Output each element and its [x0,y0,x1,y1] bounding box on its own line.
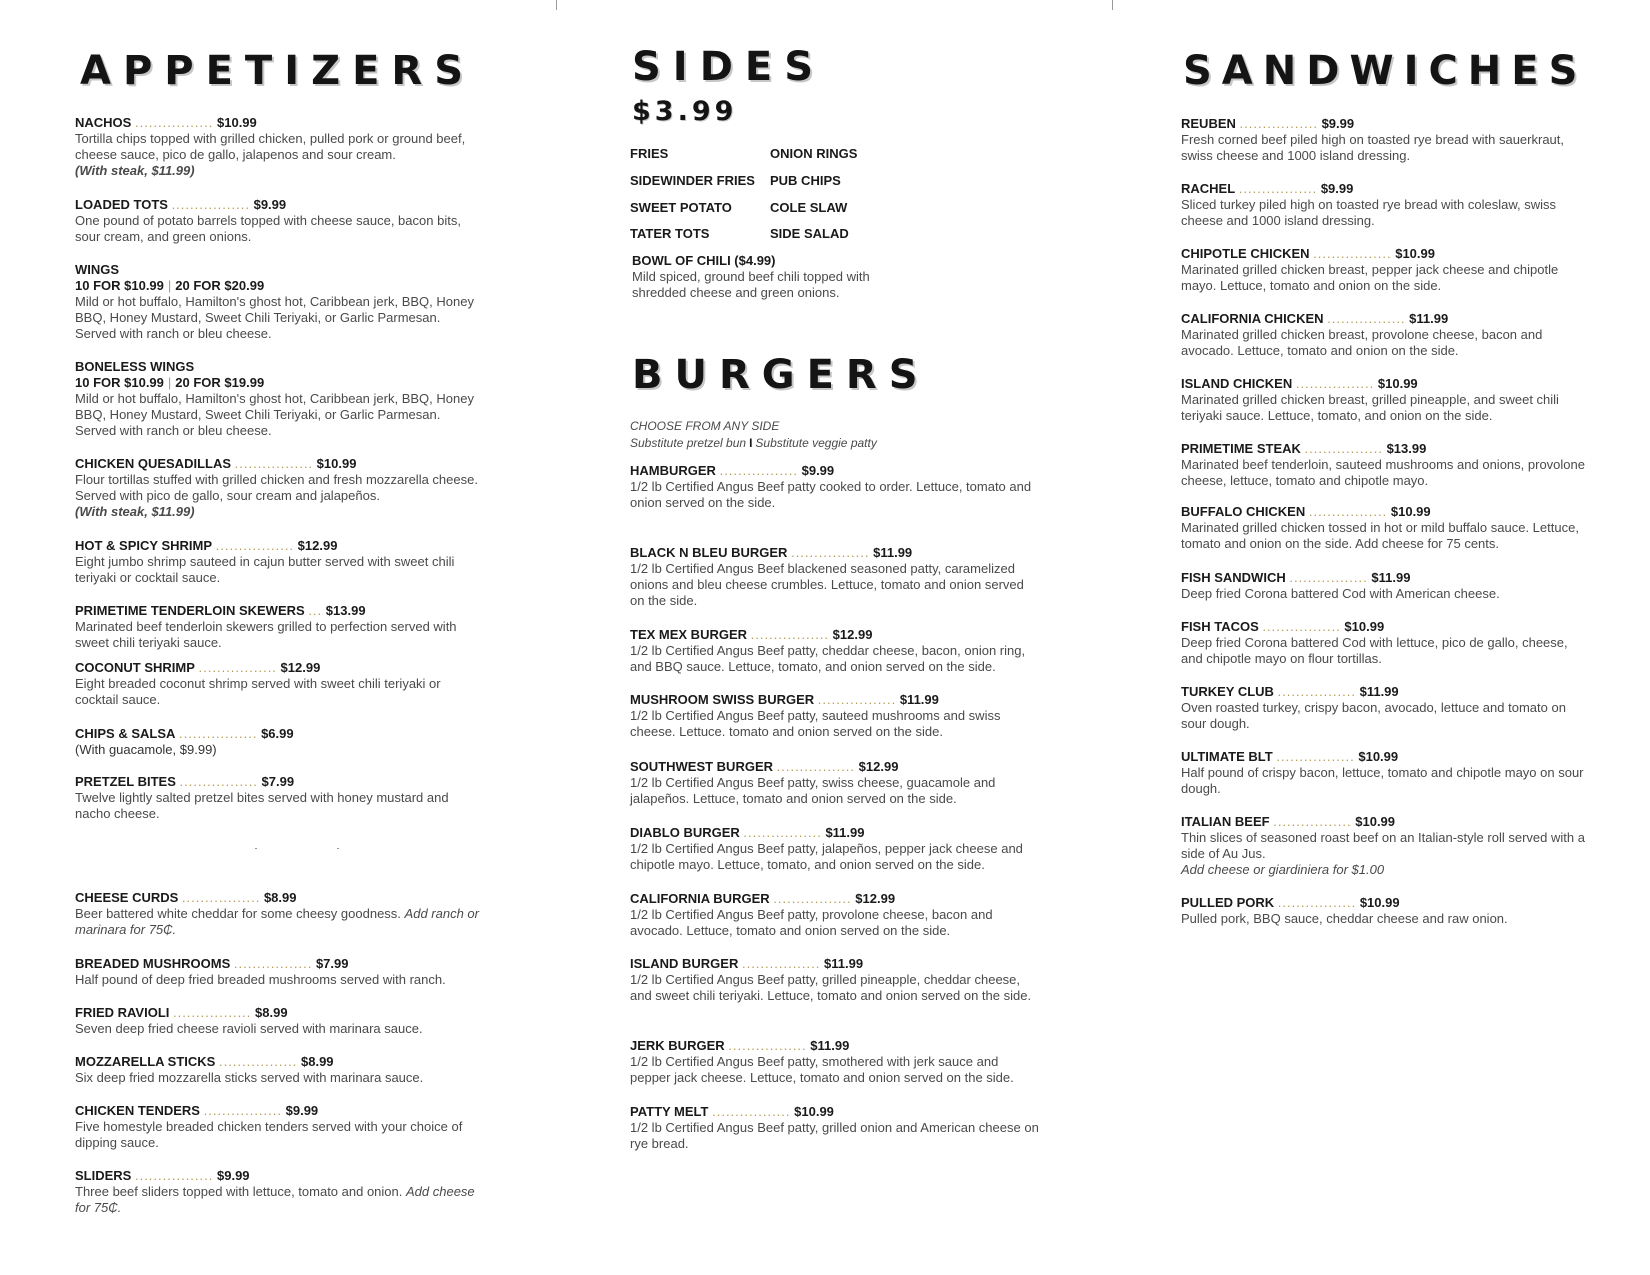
item-price: $9.99 [801,463,835,478]
menu-item [630,463,1040,511]
menu-item [75,774,485,822]
item-description: Tortilla chips topped with grilled chicken, pulled pork or ground beef, cheese sauce, pico de gallo, jalapenos and sour cream. [75,131,466,162]
item-name: PRIMETIME TENDERLOIN SKEWERS [75,603,305,618]
item-description: Seven deep fried cheese ravioli served with marinara sauce. [75,1021,423,1036]
dot-leader: ................. [1239,116,1318,131]
item-size-price: 20 FOR $19.99 [175,375,265,390]
menu-item [1181,684,1591,732]
dot-leader: ................. [218,1054,298,1069]
item-description: 1/2 lb Certified Angus Beef patty, grilled pineapple, cheddar cheese, and sweet chili teriyaki. Lettuce, tomato and onion served on the side. [630,972,1032,1003]
dot-leader: ................. [743,825,822,840]
item-name: PATTY MELT [630,1104,709,1119]
dot-leader: ................. [173,1005,252,1020]
item-price: $10.99 [1390,504,1431,519]
substitution-option: Substitute pretzel bun [630,436,747,450]
item-name: CHICKEN QUESADILLAS [75,456,232,471]
item-name: BONELESS WINGS [75,359,195,374]
item-description: Beer battered white cheddar for some cheesy goodness. [75,906,401,921]
item-description: Thin slices of seasoned roast beef on an Italian-style roll served with a side of Au Jus. [1181,830,1585,861]
decorative-dot [337,848,339,849]
side-item: COLE SLAW [770,200,848,215]
dot-leader: ................. [1273,814,1352,829]
item-price: $9.99 [253,197,287,212]
menu-item: BONELESS WINGS 10 FOR $10.99 | 20 FOR $19.99 Mild or hot buffalo, Hamilton's ghost hot, Caribbean jerk, BBQ, Honey BBQ, Honey Mustard, Sweet Chili Teriyaki, or Garlic Parmesan. Served with ranch or bleu cheese. [75,359,485,439]
dot-leader: ................. [791,545,870,560]
dot-leader: ................. [1313,246,1392,261]
item-price: $13.99 [1386,441,1427,456]
sandwiches-title: SANDWICHES [1183,48,1588,94]
menu-item [75,1054,485,1086]
item-price: $11.99 [810,1038,850,1053]
item-description: 1/2 lb Certified Angus Beef blackened seasoned patty, caramelized onions and bleu cheese crumbles. Lettuce, tomato and onion served on the side. [630,561,1024,608]
menu-item [75,115,485,179]
sides-title: SIDES [632,44,826,90]
item-name: ULTIMATE BLT [1181,749,1273,764]
dot-leader: ... [308,603,323,618]
side-item: TATER TOTS [630,226,710,241]
dot-leader: ................. [171,197,250,212]
item-name: LOADED TOTS [75,197,168,212]
item-extra: Add ranch or marinara for 75₵. [75,906,479,937]
item-name: HOT & SPICY SHRIMP [75,538,213,553]
dot-leader: ................. [776,759,856,774]
item-name: CALIFORNIA BURGER [630,891,770,906]
item-description: Marinated beef tenderloin, sauteed mushrooms and onions, provolone cheese, lettuce, tomato and chipotle mayo. [1181,457,1585,488]
side-item: SIDE SALAD [770,226,849,241]
item-name: CHIPS & SALSA [75,726,176,741]
item-name: TEX MEX BURGER [630,627,748,642]
item-description: Marinated grilled chicken tossed in hot or mild buffalo sauce. Lettuce, tomato and onion on the side. Add cheese for 75 cents. [1181,520,1579,551]
item-price: $12.99 [858,759,899,774]
item-description: Mild or hot buffalo, Hamilton's ghost hot, Caribbean jerk, BBQ, Honey BBQ, Honey Mustard, Sweet Chili Teriyaki, or Garlic Parmesan. Served with ranch or bleu cheese. [75,391,474,438]
menu-item [632,253,882,301]
item-name: CHEESE CURDS [75,890,179,905]
menu-item [1181,504,1591,552]
menu-item [75,456,485,520]
item-size-price: 20 FOR $20.99 [175,278,265,293]
side-item: FRIES [630,146,669,161]
menu-item [75,1103,485,1151]
item-description: Oven roasted turkey, crispy bacon, avocado, lettuce and tomato on sour dough. [1181,700,1566,731]
dot-leader: ................. [1327,311,1406,326]
item-price: $12.99 [280,660,321,675]
dot-leader: ................. [817,692,897,707]
item-name: WINGS [75,262,120,277]
menu-item [1181,311,1591,359]
item-price: $10.99 [1358,749,1399,764]
menu-item [75,890,485,938]
side-item: ONION RINGS [770,146,858,161]
dot-leader: ................. [1262,619,1341,634]
item-description: 1/2 lb Certified Angus Beef patty, cheddar cheese, bacon, onion ring, and BBQ sauce. Lettuce, tomato, and onion served on the side. [630,643,1026,674]
side-item: SWEET POTATO [630,200,732,215]
item-name: REUBEN [1181,116,1236,131]
item-extra: Add cheese or giardiniera for $1.00 [1181,862,1385,877]
dot-leader: ................. [1289,570,1368,585]
item-description: Pulled pork, BBQ sauce, cheddar cheese and raw onion. [1181,911,1508,926]
item-price: $12.99 [855,891,896,906]
dot-leader: ................. [750,627,830,642]
menu-item [75,1168,485,1216]
item-description: Twelve lightly salted pretzel bites served with honey mustard and nacho cheese. [75,790,449,821]
item-name: SOUTHWEST BURGER [630,759,773,774]
item-price: $8.99 [255,1005,288,1020]
item-description: Marinated beef tenderloin skewers grilled to perfection served with sweet chili teriyaki sauce. [75,619,457,650]
item-description: Half pound of crispy bacon, lettuce, tomato and chipotle mayo on sour dough. [1181,765,1584,796]
item-name: BLACK N BLEU BURGER [630,545,788,560]
item-description: Three beef sliders topped with lettuce, tomato and onion. [75,1184,403,1199]
item-name: FISH SANDWICH [1181,570,1286,585]
item-price: $10.99 [1377,376,1418,391]
item-name: ITALIAN BEEF [1181,814,1270,829]
item-extra: (With steak, $11.99) [75,163,195,178]
dot-leader: ................. [1276,749,1355,764]
dot-leader: ................. [1238,181,1318,196]
item-description: 1/2 lb Certified Angus Beef patty, provolone cheese, bacon and avocado. Lettuce, tomato and onion served on the side. [630,907,993,938]
item-description: Fresh corned beef piled high on toasted rye bread with sauerkraut, swiss cheese and 1000 island dressing. [1181,132,1565,163]
item-description: 1/2 lb Certified Angus Beef patty, jalapeños, pepper jack cheese and chipotle mayo. Lettuce, tomato, and onion served on the side. [630,841,1023,872]
dot-leader: ................. [179,726,258,741]
menu-item: WINGS 10 FOR $10.99 | 20 FOR $20.99 Mild or hot buffalo, Hamilton's ghost hot, Caribbean jerk, BBQ, Honey BBQ, Honey Mustard, Sweet Chili Teriyaki, or Garlic Parmesan. Served with ranch or bleu cheese. [75,262,485,342]
side-item: PUB CHIPS [770,173,841,188]
item-name: CHIPOTLE CHICKEN [1181,246,1310,261]
sides-price: $3.99 [632,96,738,127]
item-price: $11.99 [899,692,939,707]
menu-item [630,759,1040,807]
dot-leader: ................. [181,890,261,905]
menu-item [1181,749,1591,797]
item-name: RACHEL [1181,181,1236,196]
item-description: 1/2 lb Certified Angus Beef patty, sauteed mushrooms and swiss cheese. Lettuce. tomato and onion served on the side. [630,708,1001,739]
menu-item [630,825,1040,873]
item-price: $9.99 [217,1168,250,1183]
menu-item [630,891,1040,939]
item-description: Eight jumbo shrimp sauteed in cajun butter served with sweet chili teriyaki or cocktail sauce. [75,554,455,585]
menu-item [630,1104,1040,1152]
menu-item [1181,619,1591,667]
item-description: Half pound of deep fried breaded mushrooms served with ranch. [75,972,446,987]
item-name: ISLAND BURGER [630,956,739,971]
item-name: FISH TACOS [1181,619,1259,634]
dot-leader: ................. [203,1103,282,1118]
menu-item [1181,116,1591,164]
item-name: PULLED PORK [1181,895,1275,910]
item-price: $9.99 [1320,181,1354,196]
item-price: $10.99 [217,115,257,130]
menu-item [1181,376,1591,424]
fold-mark-right [1112,0,1113,10]
item-price: $8.99 [301,1054,334,1069]
item-description: 1/2 lb Certified Angus Beef patty, swiss cheese, guacamole and jalapeños. Lettuce, tomato and onion served on the side. [630,775,996,806]
item-description: Deep fried Corona battered Cod with American cheese. [1181,586,1500,601]
burgers-title: BURGERS [632,352,930,398]
item-name: DIABLO BURGER [630,825,740,840]
item-price: $6.99 [261,726,294,741]
item-name: BOWL OF CHILI ($4.99) [632,253,776,268]
separator: I [749,436,753,450]
item-price: $12.99 [297,538,338,553]
menu-item [630,627,1040,675]
menu-item [75,660,485,708]
menu-item [75,538,485,586]
item-description: (With guacamole, $9.99) [75,742,217,757]
item-price: $10.99 [1355,814,1396,829]
item-price: $11.99 [873,545,913,560]
dot-leader: ................. [773,891,852,906]
item-description: 1/2 lb Certified Angus Beef patty, grilled onion and American cheese on rye bread. [630,1120,1039,1151]
dot-leader: ................. [215,538,295,553]
item-description: Five homestyle breaded chicken tenders served with your choice of dipping sauce. [75,1119,463,1150]
item-price: $9.99 [285,1103,319,1118]
item-description: Marinated grilled chicken breast, provolone cheese, bacon and avocado. Lettuce, tomato and onion on the side. [1181,327,1543,358]
menu-item [75,603,485,651]
item-price: $8.99 [263,890,297,905]
menu-item [630,692,1040,740]
menu-item [630,545,1040,609]
item-price: $13.99 [325,603,366,618]
dot-leader: ................. [1308,504,1388,519]
item-description: Sliced turkey piled high on toasted rye bread with coleslaw, swiss cheese and 1000 island dressing. [1181,197,1557,228]
item-name: BUFFALO CHICKEN [1181,504,1306,519]
dot-leader: ................. [1277,895,1357,910]
side-item: SIDEWINDER FRIES [630,173,755,188]
menu-item [1181,441,1591,489]
item-price: $7.99 [261,774,295,789]
item-price: $11.99 [825,825,865,840]
menu-item [75,726,485,758]
dot-leader: ................. [233,956,313,971]
burgers-substitutions [630,435,877,451]
dot-leader: ................. [712,1104,791,1119]
dot-leader: ................. [719,463,798,478]
item-price: $12.99 [832,627,873,642]
item-extra: (With steak, $11.99) [75,504,195,519]
dot-leader: ................. [234,456,314,471]
item-price: $10.99 [1359,895,1400,910]
item-name: ISLAND CHICKEN [1181,376,1293,391]
item-price: $11.99 [824,956,864,971]
item-price: $9.99 [1321,116,1355,131]
dot-leader: ................. [179,774,258,789]
menu-item [1181,181,1591,229]
dot-leader: ................. [1277,684,1356,699]
item-description: Mild spiced, ground beef chili topped with shredded cheese and green onions. [632,269,870,300]
dot-leader: ................. [1295,376,1375,391]
menu-item [75,1005,485,1037]
dot-leader: ................. [728,1038,807,1053]
item-description: Mild or hot buffalo, Hamilton's ghost hot, Caribbean jerk, BBQ, Honey BBQ, Honey Mustard, Sweet Chili Teriyaki, or Garlic Parmesan. Served with ranch or bleu cheese. [75,294,474,341]
dot-leader: ................. [741,956,821,971]
dot-leader: ................. [134,115,214,130]
item-name: SLIDERS [75,1168,132,1183]
item-name: NACHOS [75,115,132,130]
menu-item [1181,570,1591,602]
item-price: $10.99 [316,456,357,471]
decorative-dot [255,848,257,849]
item-name: MOZZARELLA STICKS [75,1054,216,1069]
menu-item [630,1038,1040,1086]
item-description: Eight breaded coconut shrimp served with sweet chili teriyaki or cocktail sauce. [75,676,441,707]
item-name: PRIMETIME STEAK [1181,441,1301,456]
item-name: MUSHROOM SWISS BURGER [630,692,815,707]
item-extra: Add cheese for 75₵. [75,1184,475,1215]
item-price: $10.99 [794,1104,834,1119]
item-description: Deep fried Corona battered Cod with lettuce, pico de gallo, cheese, and chipotle mayo on flour tortillas. [1181,635,1568,666]
menu-item [75,197,485,245]
item-description: Marinated grilled chicken breast, pepper jack cheese and chipotle mayo. Lettuce, tomato and onion on the side. [1181,262,1559,293]
item-size-price: 10 FOR $10.99 [75,375,164,390]
item-price: $7.99 [315,956,349,971]
appetizers-title: APPETIZERS [80,48,476,94]
item-size-price: 10 FOR $10.99 [75,278,164,293]
item-description: Flour tortillas stuffed with grilled chicken and fresh mozzarella cheese. Served with pico de gallo, sour cream and jalapeños. [75,472,478,503]
item-name: HAMBURGER [630,463,716,478]
menu-item [1181,814,1591,878]
item-name: FRIED RAVIOLI [75,1005,170,1020]
item-price: $11.99 [1409,311,1449,326]
item-price: $10.99 [1344,619,1385,634]
menu-item [1181,895,1591,927]
item-name: PRETZEL BITES [75,774,176,789]
fold-mark-left [556,0,557,10]
menu-item [630,956,1040,1004]
dot-leader: ................. [1304,441,1383,456]
item-description: Six deep fried mozzarella sticks served with marinara sauce. [75,1070,424,1085]
item-description: One pound of potato barrels topped with cheese sauce, bacon bits, sour cream, and green onions. [75,213,461,244]
item-name: JERK BURGER [630,1038,725,1053]
item-price: $11.99 [1371,570,1411,585]
dot-leader: ................. [198,660,277,675]
item-description: Marinated grilled chicken breast, grilled pineapple, and sweet chili teriyaki sauce. Lettuce, tomato, and onion on the side. [1181,392,1559,423]
item-name: COCONUT SHRIMP [75,660,195,675]
item-name: CALIFORNIA CHICKEN [1181,311,1324,326]
menu-item [1181,246,1591,294]
substitution-option: Substitute veggie patty [755,436,877,450]
item-description: 1/2 lb Certified Angus Beef patty cooked to order. Lettuce, tomato and onion served on the side. [630,479,1032,510]
menu-item [75,956,485,988]
burgers-note: CHOOSE FROM ANY SIDE [630,419,780,433]
item-name: TURKEY CLUB [1181,684,1274,699]
item-description: 1/2 lb Certified Angus Beef patty, smothered with jerk sauce and pepper jack cheese. Lettuce, tomato and onion served on the side. [630,1054,1014,1085]
dot-leader: ................. [134,1168,214,1183]
item-name: BREADED MUSHROOMS [75,956,231,971]
item-price: $11.99 [1359,684,1399,699]
item-name: CHICKEN TENDERS [75,1103,200,1118]
item-price: $10.99 [1395,246,1435,261]
